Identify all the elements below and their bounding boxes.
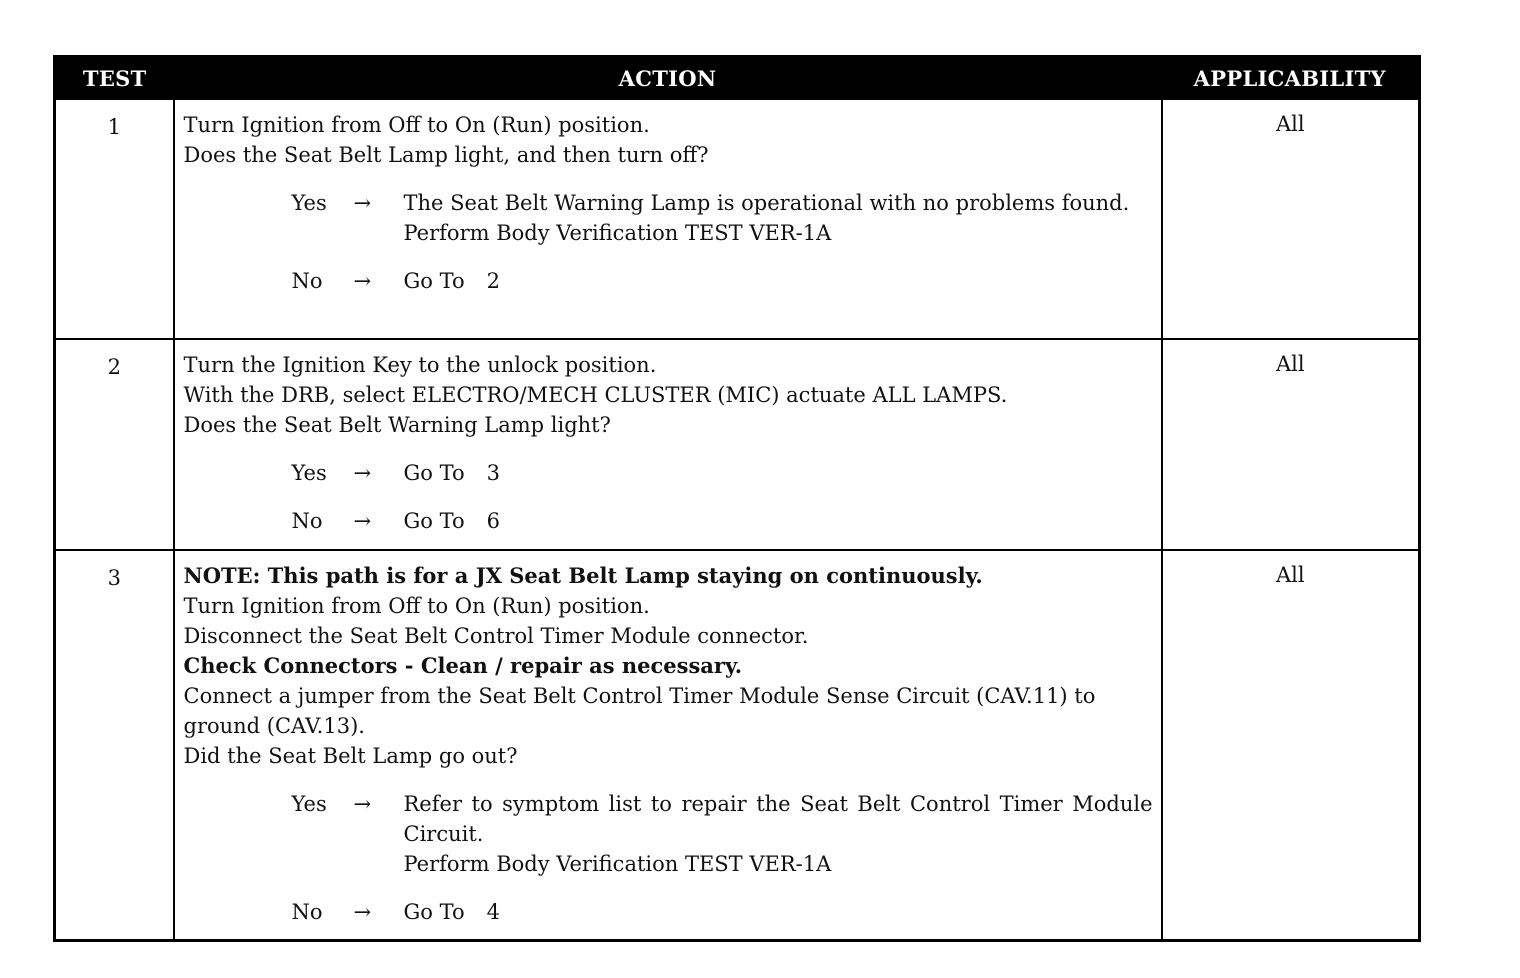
no-answer [292,506,1153,536]
applicability-cell: All [1162,550,1420,940]
no-label: No [291,509,323,533]
applicability-cell: All [1162,99,1420,339]
table-row [55,99,1420,339]
yes-label: Yes [291,792,327,816]
arrow-icon: → [353,269,372,293]
yes-verification-text: Perform Body Verification TEST VER-1A [403,852,832,876]
yes-label: Yes [291,191,327,215]
goto-number: 3 [486,461,500,485]
applicability-cell: All [1162,339,1420,550]
action-step: Turn the Ignition Key to the unlock position. [183,353,657,377]
diagnostic-test-table [53,55,1421,942]
goto-text: Go To [403,269,465,293]
action-step: Disconnect the Seat Belt Control Timer Module connector. [183,624,809,648]
table-row [55,550,1420,940]
goto-number: 2 [486,269,500,293]
no-label: No [291,269,323,293]
goto-text: Go To [403,461,465,485]
yes-result-text: Refer to symptom list to repair the Seat Belt Control Timer Module Circuit. [403,792,1153,846]
goto-text: Go To [403,900,465,924]
no-label: No [291,900,323,924]
action-cell [174,550,1162,940]
test-number: 2 [55,339,174,550]
no-answer [292,897,1153,927]
no-answer [292,266,1153,296]
yes-answer [292,458,1153,488]
goto-text: Go To [403,509,465,533]
action-step: With the DRB, select ELECTRO/MECH CLUSTER (MIC) actuate ALL LAMPS. [183,383,1008,407]
note-text: NOTE: This path is for a JX Seat Belt Lamp staying on continuously. [183,563,983,588]
action-question: Does the Seat Belt Lamp light, and then turn off? [183,143,709,167]
table-row [55,339,1420,550]
yes-answer [292,188,1153,248]
action-step: Turn Ignition from Off to On (Run) position. [183,113,650,137]
check-connectors-text: Check Connectors - Clean / repair as necessary. [183,653,743,678]
table-header-row [55,57,1420,100]
arrow-icon: → [353,792,372,816]
action-question: Did the Seat Belt Lamp go out? [183,744,518,768]
yes-verification-text: Perform Body Verification TEST VER-1A [403,221,832,245]
action-step: Connect a jumper from the Seat Belt Control Timer Module Sense Circuit (CAV.11) to ground (CAV.13). [183,684,1096,738]
yes-label: Yes [291,461,327,485]
goto-number: 6 [486,509,500,533]
header-test: TEST [55,57,174,100]
action-cell [174,99,1162,339]
action-cell [174,339,1162,550]
yes-answer [292,789,1153,879]
header-applicability: APPLICABILITY [1162,57,1420,100]
goto-number: 4 [486,900,500,924]
arrow-icon: → [353,461,372,485]
arrow-icon: → [353,509,372,533]
arrow-icon: → [353,191,372,215]
test-number: 1 [55,99,174,339]
yes-result-text: The Seat Belt Warning Lamp is operational with no problems found. [403,191,1130,215]
test-number: 3 [55,550,174,940]
action-step: Turn Ignition from Off to On (Run) position. [183,594,650,618]
action-question: Does the Seat Belt Warning Lamp light? [183,413,611,437]
header-action: ACTION [174,57,1162,100]
arrow-icon: → [353,900,372,924]
